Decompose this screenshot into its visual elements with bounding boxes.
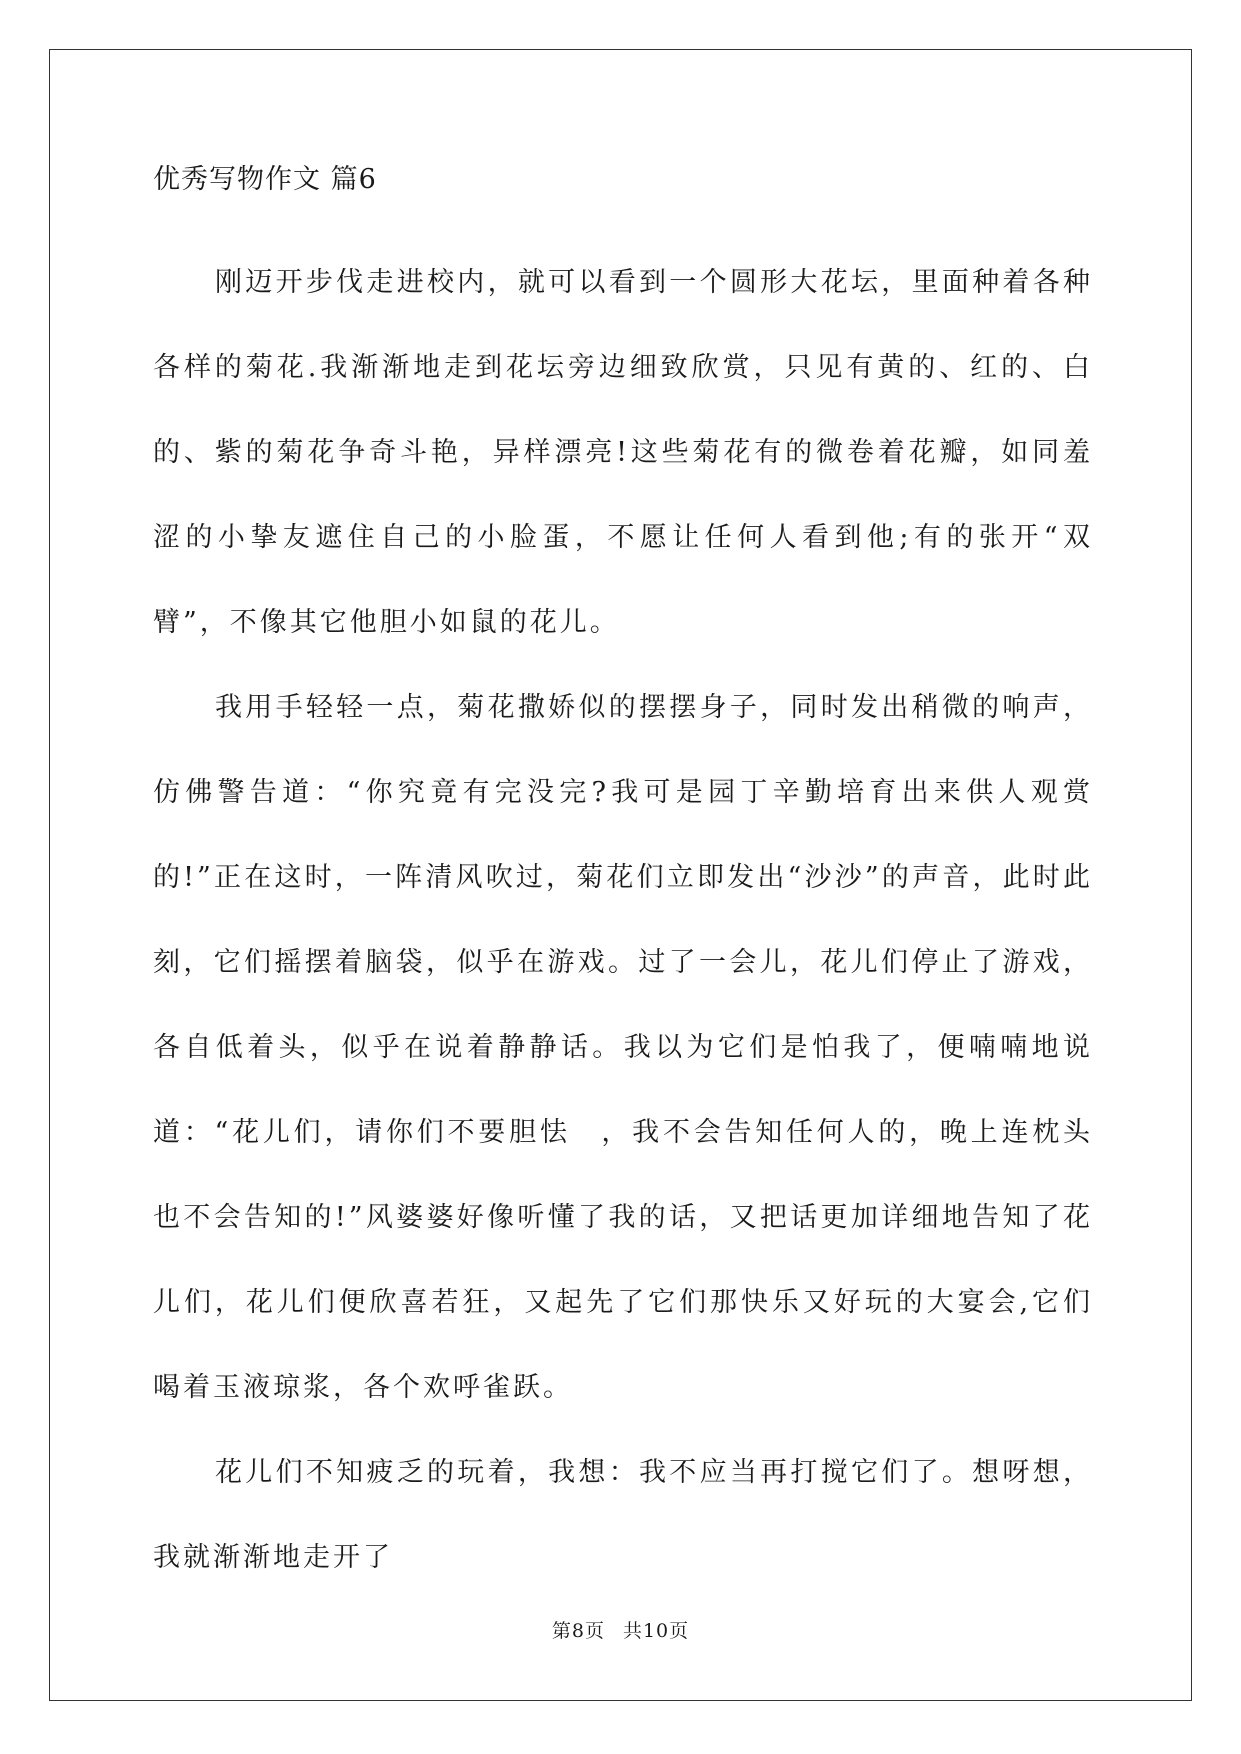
paragraph-1: 刚迈开步伐走进校内，就可以看到一个圆形大花坛，里面种着各种各样的菊花.我渐渐地走到花坛旁边细致欣赏，只见有黄的、红的、白的、紫的菊花争奇斗艳，异样漂亮!这些菊花有的微卷着花瓣，如同羞涩的小挚友遮住自己的小脸蛋，不愿让任何人看到他;有的张开“双臂”，不像其它他胆小如鼠的花儿。 (153, 267, 1093, 638)
paragraph-2: 我用手轻轻一点，菊花撒娇似的摆摆身子，同时发出稍微的响声，仿佛警告道：“你究竟有完没完?我可是园丁辛勤培育出来供人观赏的!”正在这时，一阵清风吹过，菊花们立即发出“沙沙”的声音，此时此刻，它们摇摆着脑袋，似乎在游戏。过了一会儿，花儿们停止了游戏，各自低着头，似乎在说着静静话。我以为它们是怕我了，便喃喃地说道：“花儿们，请你们不要胆怯 ，我不会告知任何人的，晚上连枕头也不会告知的!”风婆婆好像听懂了我的话，又把话更加详细地告知了花儿们，花儿们便欣喜若狂，又起先了它们那快乐又好玩的大宴会,它们喝着玉液琼浆，各个欢呼雀跃。 (153, 692, 1093, 1403)
page-footer (0, 1619, 1241, 1643)
page-number: 第8页 (551, 1620, 605, 1642)
document-title: 优秀写物作文 篇6 (153, 164, 377, 195)
document-body (153, 160, 1093, 1600)
page-total: 共10页 (622, 1620, 690, 1642)
paragraph-3: 花儿们不知疲乏的玩着，我想：我不应当再打搅它们了。想呀想，我就渐渐地走开了 (153, 1457, 1093, 1573)
